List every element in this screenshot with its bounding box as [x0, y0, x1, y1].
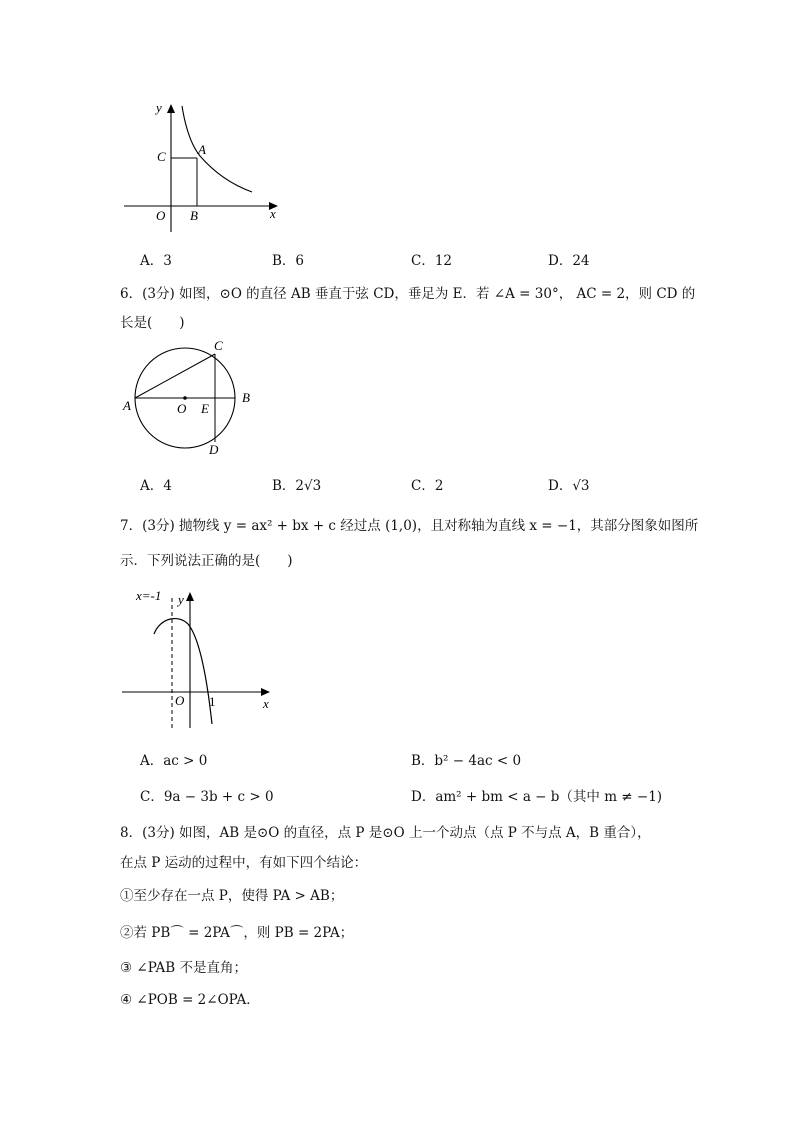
label-y: y [178, 592, 184, 607]
q8-conclusion-2: ②若 PB⌒ = 2PA⌒，则 PB = 2PA； [120, 925, 354, 941]
q6-option-a: A．4 [140, 478, 172, 494]
label-x: x [270, 206, 276, 221]
q6-option-b: B．2√3 [272, 478, 322, 494]
label-d: D [209, 442, 219, 457]
q8-conclusion-4: ④ ∠POB = 2∠OPA． [120, 992, 260, 1008]
label-one: 1 [209, 694, 216, 709]
q7-option-a: A．ac > 0 [140, 753, 208, 769]
q6-text-line2: 长是( ) [120, 315, 185, 331]
label-c: C [214, 338, 223, 353]
hyperbola-figure [118, 96, 288, 238]
label-axis-x-minus-1: x=-1 [136, 588, 162, 603]
label-c: C [157, 149, 166, 164]
label-o: O [156, 208, 166, 223]
q7-option-b: B．b² − 4ac < 0 [411, 753, 522, 769]
parabola-figure [118, 584, 284, 734]
label-x: x [263, 696, 269, 711]
label-o: O [175, 693, 185, 708]
q6-option-d: D．√3 [548, 478, 590, 494]
y-axis-arrow [167, 104, 175, 113]
q8-text-line2: 在点 P 运动的过程中，有如下四个结论： [120, 855, 368, 871]
label-e: E [201, 401, 209, 416]
label-y: y [156, 100, 162, 115]
q6-text-line1: 6．(3分) 如图，⊙O 的直径 AB 垂直于弦 CD，垂足为 E．若 ∠A = 30°， AC = 2，则 CD 的 [120, 286, 696, 302]
q5-option-a: A．3 [140, 253, 172, 269]
q8-conclusion-3: ③ ∠PAB 不是直角； [120, 960, 248, 976]
label-b: B [242, 390, 250, 405]
hyperbola-curve [182, 106, 252, 192]
q7-text-line2: 示．下列说法正确的是( ) [120, 553, 293, 569]
q6-option-c: C．2 [411, 478, 444, 494]
segment-ac [135, 354, 215, 398]
x-axis-arrow [261, 688, 270, 696]
q5-option-d: D．24 [548, 253, 590, 269]
label-a: A [198, 142, 206, 157]
label-a: A [123, 398, 131, 413]
center-dot [183, 396, 187, 400]
q7-option-c: C．9a − 3b + c > 0 [140, 789, 274, 805]
circle-figure [118, 336, 268, 462]
q7-option-d: D．am² + bm < a − b（其中 m ≠ −1) [411, 789, 663, 805]
q8-conclusion-1: ①至少存在一点 P，使得 PA > AB； [120, 888, 344, 904]
q8-text-line1: 8．(3分) 如图，AB 是⊙O 的直径，点 P 是⊙O 上一个动点（点 P 不与点 A，B 重合）， [120, 825, 651, 841]
q5-option-b: B．6 [272, 253, 305, 269]
q5-option-c: C．12 [411, 253, 453, 269]
y-axis-arrow [186, 592, 194, 601]
label-b: B [190, 208, 198, 223]
q7-text-line1: 7．(3分) 抛物线 y = ax² + bx + c 经过点 (1,0)，且对称轴为直线 x = −1，其部分图象如图所 [120, 518, 699, 534]
label-o: O [177, 401, 187, 416]
parabola-curve [154, 619, 212, 724]
